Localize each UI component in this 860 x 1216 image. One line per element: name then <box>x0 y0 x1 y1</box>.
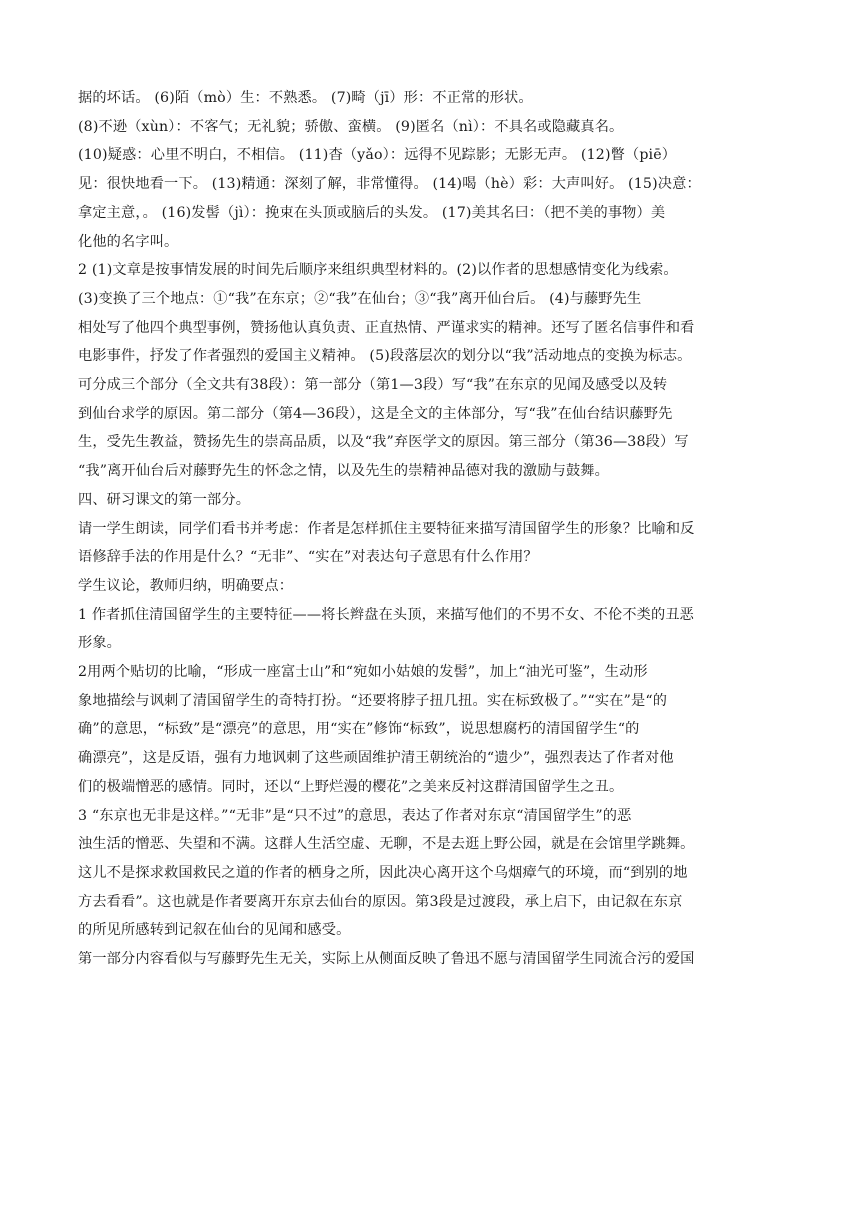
text-line: 到仙台求学的原因。第二部分（第4—36段），这是全文的主体部分，写“我”在仙台结识藤野先 <box>78 405 673 422</box>
text-line: 浊生活的憎恶、失望和不满。这群人生活空虚、无聊，不是去逛上野公园，就是在会馆里学跳舞。 <box>78 836 695 853</box>
text-line: 第一部分内容看似与写藤野先生无关，实际上从侧面反映了鲁迅不愿与清国留学生同流合污的爱国 <box>78 951 695 968</box>
text-line: 的所见所感转到记叙在仙台的见闻和感受。 <box>78 922 351 939</box>
paragraph <box>78 802 772 946</box>
text-line: 2用两个贴切的比喻，“形成一座富士山”和“宛如小姑娘的发髻”，加上“油光可鉴”，生动形 <box>78 664 648 681</box>
paragraph <box>78 945 772 974</box>
text-line: 见：很快地看一下。 (13)精通：深刻了解，非常懂得。 (14)喝（hè）彩：大声叫好。 (15)决意： <box>78 176 701 193</box>
paragraph <box>78 601 772 658</box>
text-line: 2 (1)文章是按事情发展的时间先后顺序来组织典型材料的。(2)以作者的思想感情变化为线索。 <box>78 262 678 279</box>
text-line: 语修辞手法的作用是什么？“无非”、“实在”对表达句子意思有什么作用？ <box>78 549 538 566</box>
text-line: 生，受先生教益，赞扬先生的崇高品质，以及“我”弃医学文的原因。第三部分（第36—38段）写 <box>78 434 689 451</box>
paragraph <box>78 572 772 601</box>
text-line: 确漂亮”，这是反语，强有力地讽刺了这些顽固维护清王朝统治的“遗少”，强烈表达了作者对他 <box>78 750 674 767</box>
paragraph <box>78 84 772 113</box>
text-line: 拿定主意，。 (16)发髻（jì）：挽束在头顶或脑后的头发。 (17)美其名曰：（把不美的事物）美 <box>78 204 666 221</box>
text-line: 方去看看”。这也就是作者要离开东京去仙台的原因。第3段是过渡段，承上启下，由记叙在东京 <box>78 893 683 910</box>
paragraph <box>78 486 772 515</box>
text-line: 这儿不是探求救国救民之道的作者的栖身之所，因此决心离开这个乌烟瘴气的环境，而“到别的地 <box>78 864 688 881</box>
text-line: 象地描绘与讽刺了清国留学生的奇特打扮。“还要将脖子扭几扭。实在标致极了。”“实在”是“的 <box>78 692 668 709</box>
text-line: (10)疑惑：心里不明白，不相信。 (11)杳（yǎo）：远得不见踪影；无影无声。 (12)瞥（piē） <box>78 147 677 164</box>
text-line: 1 作者抓住清国留学生的主要特征——将长辫盘在头顶，来描写他们的不男不女、不伦不类的丑恶 <box>78 606 695 623</box>
paragraph <box>78 515 772 572</box>
text-line: (3)变换了三个地点：①“我”在东京；②“我”在仙台；③“我”离开仙台后。 (4)与藤野先生 <box>78 290 642 307</box>
text-line: 化他的名字叫。 <box>78 233 179 250</box>
text-line: 请一学生朗读，同学们看书并考虑：作者是怎样抓住主要特征来描写清国留学生的形象？比喻和反 <box>78 520 695 537</box>
text-line: 学生议论，教师归纳，明确要点： <box>78 577 294 594</box>
document-page <box>78 84 772 974</box>
text-line: 可分成三个部分（全文共有38段）：第一部分（第1—3段）写“我”在东京的见闻及感受以及转 <box>78 377 668 394</box>
text-line: 四、研习课文的第一部分。 <box>78 491 251 508</box>
text-line: “我”离开仙台后对藤野先生的怀念之情，以及先生的崇精神品德对我的激励与鼓舞。 <box>78 463 609 480</box>
paragraph <box>78 141 772 256</box>
paragraph <box>78 256 772 285</box>
text-line: 据的坏话。 (6)陌（mò）生：不熟悉。 (7)畸（jī）形：不正常的形状。 <box>78 90 533 106</box>
text-line: 们的极端憎恶的感情。同时，还以“上野烂漫的樱花”之美来反衬这群清国留学生之丑。 <box>78 778 624 795</box>
text-line: 3 “东京也无非是这样。”“无非”是“只不过”的意思，表达了作者对东京“清国留学生”的恶 <box>78 807 632 824</box>
text-line: 确”的意思，“标致”是“漂亮”的意思，用“实在”修饰“标致”，说思想腐朽的清国留学生“的 <box>78 721 640 738</box>
text-line: 相处写了他四个典型事例，赞扬他认真负责、正直热情、严谨求实的精神。还写了匿名信事件和看 <box>78 319 695 336</box>
paragraph <box>78 285 772 486</box>
text-line: (8)不逊（xùn）：不客气；无礼貌；骄傲、蛮横。 (9)匿名（nì）：不具名或隐藏真名。 <box>78 118 624 135</box>
paragraph <box>78 113 772 142</box>
text-line: 形象。 <box>78 635 122 652</box>
paragraph <box>78 658 772 802</box>
text-line: 电影事件，抒发了作者强烈的爱国主义精神。 (5)段落层次的划分以“我”活动地点的变换为标志。 <box>78 348 692 365</box>
